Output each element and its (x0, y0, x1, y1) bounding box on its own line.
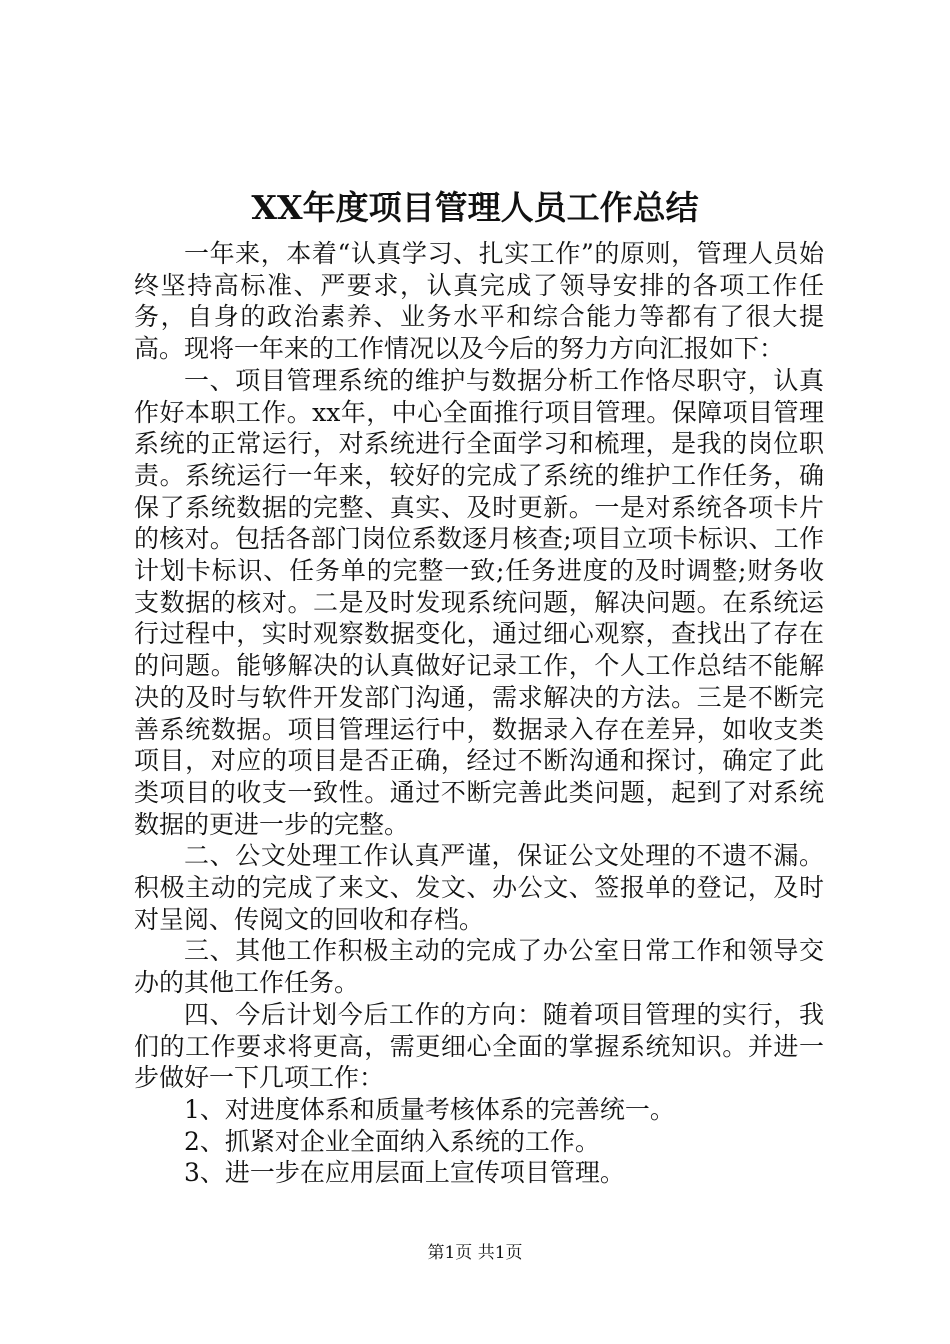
paragraph-intro: 一年来，本着“认真学习、扎实工作”的原则，管理人员始终坚持高标准、严要求，认真完成了领导安排的各项工作任务，自身的政治素养、业务水平和综合能力等都有了很大提高。现将一年来的工作情况以及今后的努力方向汇报如下： (134, 239, 824, 364)
document-title: XX年度项目管理人员工作总结 (251, 188, 699, 227)
list-item-2: 2、抓紧对企业全面纳入系统的工作。 (184, 1126, 600, 1156)
document-body (134, 238, 824, 1189)
list-item-3: 3、进一步在应用层面上宣传项目管理。 (184, 1158, 625, 1188)
paragraph-section-4: 四、今后计划今后工作的方向：随着项目管理的实行，我们的工作要求将更高，需更细心全面的掌握系统知识。并进一步做好一下几项工作： (134, 999, 824, 1093)
paragraph-section-1: 一、项目管理系统的维护与数据分析工作恪尽职守，认真作好本职工作。xx年，中心全面推行项目管理。保障项目管理系统的正常运行，对系统进行全面学习和梳理，是我的岗位职责。系统运行一年来，较好的完成了系统的维护工作任务，确保了系统数据的完整、真实、及时更新。一是对系统各项卡片的核对。包括各部门岗位系数逐月核查;项目立项卡标识、工作计划卡标识、任务单的完整一致;任务进度的及时调整;财务收支数据的核对。二是及时发现系统问题，解决问题。在系统运行过程中，实时观察数据变化，通过细心观察，查找出了存在的问题。能够解决的认真做好记录工作，个人工作总结不能解决的及时与软件开发部门沟通，需求解决的方法。三是不断完善系统数据。项目管理运行中，数据录入存在差异，如收支类项目，对应的项目是否正确，经过不断沟通和探讨，确定了此类项目的收支一致性。通过不断完善此类问题，起到了对系统数据的更进一步的完整。 (134, 365, 824, 839)
paragraph-section-2: 二、公文处理工作认真严谨，保证公文处理的不遗不漏。积极主动的完成了来文、发文、办公文、签报单的登记，及时对呈阅、传阅文的回收和存档。 (134, 841, 824, 934)
page-footer: 第1页 共1页 (427, 1243, 523, 1263)
list-item-1: 1、对进度体系和质量考核体系的完善统一。 (184, 1094, 675, 1124)
paragraph-section-3: 三、其他工作积极主动的完成了办公室日常工作和领导交办的其他工作任务。 (134, 936, 824, 998)
